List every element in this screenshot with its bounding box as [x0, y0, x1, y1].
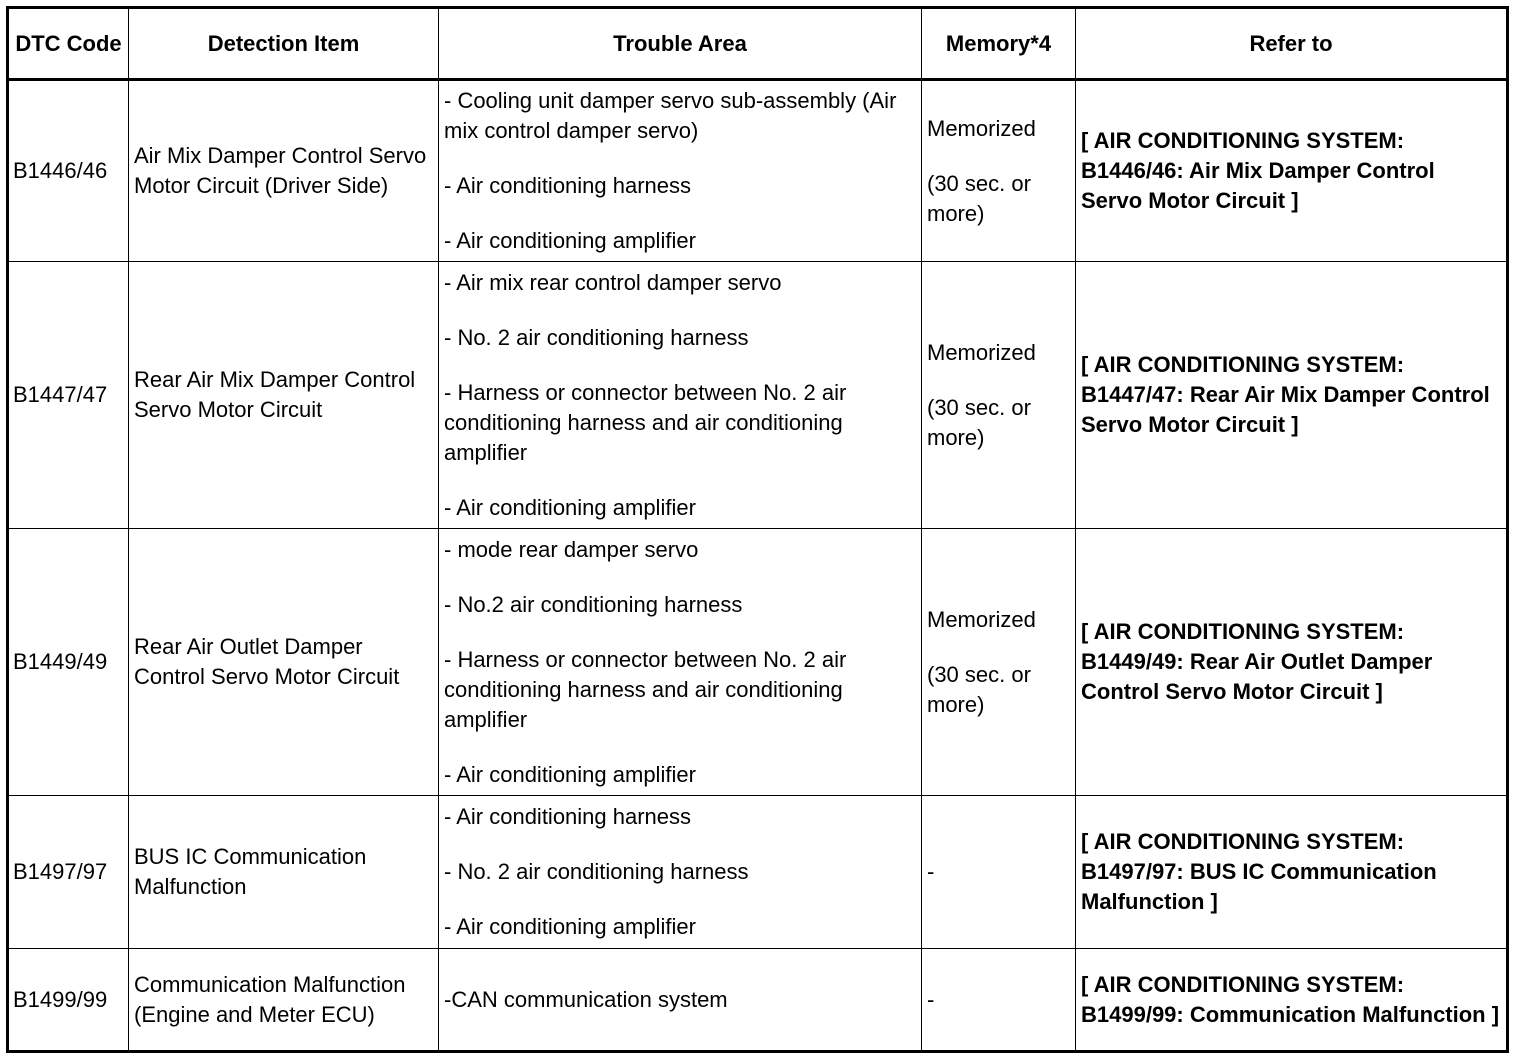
dtc-code-cell: B1499/99	[8, 949, 129, 1052]
dtc-code-cell: B1447/47	[8, 262, 129, 529]
header-dtc-code: DTC Code	[8, 8, 129, 80]
trouble-area-item: - Air conditioning harness	[444, 173, 692, 198]
trouble-area-cell	[439, 949, 922, 1052]
trouble-area-item: - Cooling unit damper servo sub-assembly (Air mix control damper servo)	[444, 88, 897, 143]
memory-status: Memorized	[927, 339, 1036, 365]
header-detection-item: Detection Item	[129, 8, 439, 80]
memory-detail: (30 sec. or more)	[927, 170, 1031, 226]
trouble-area-item: - Harness or connector between No. 2 air conditioning harness and air conditioning amplifier	[444, 379, 847, 465]
memory-cell	[922, 796, 1076, 949]
refer-to-link[interactable]: [ AIR CONDITIONING SYSTEM: B1499/99: Communication Malfunction ]	[1076, 949, 1508, 1052]
detection-item-cell: Communication Malfunction (Engine and Meter ECU)	[129, 949, 439, 1052]
trouble-area-cell	[439, 796, 922, 949]
trouble-area-cell	[439, 529, 922, 796]
table-row	[8, 949, 1508, 1052]
trouble-area-item: - mode rear damper servo	[444, 536, 699, 562]
trouble-area-item: - Air conditioning harness	[444, 804, 692, 829]
dtc-code-cell: B1497/97	[8, 796, 129, 949]
detection-item-cell: Air Mix Damper Control Servo Motor Circuit (Driver Side)	[129, 80, 439, 262]
table-row	[8, 80, 1508, 262]
table-header	[8, 8, 1508, 80]
trouble-area-item: - Harness or connector between No. 2 air conditioning harness and air conditioning amplifier	[444, 646, 847, 732]
trouble-area-cell	[439, 80, 922, 262]
header-memory: Memory*4	[922, 8, 1076, 80]
detection-item-cell: BUS IC Communication Malfunction	[129, 796, 439, 949]
trouble-area-item: - No. 2 air conditioning harness	[444, 859, 749, 884]
trouble-area-cell	[439, 262, 922, 529]
memory-status: -	[927, 859, 935, 884]
memory-status: -	[927, 986, 935, 1012]
memory-detail: (30 sec. or more)	[927, 394, 1031, 450]
memory-cell	[922, 262, 1076, 529]
memory-cell	[922, 949, 1076, 1052]
detection-item-cell: Rear Air Mix Damper Control Servo Motor Circuit	[129, 262, 439, 529]
dtc-code-cell: B1446/46	[8, 80, 129, 262]
trouble-area-item: -CAN communication system	[444, 986, 728, 1012]
dtc-table	[6, 6, 1509, 1053]
header-row	[8, 8, 1508, 80]
memory-status: Memorized	[927, 606, 1036, 632]
table-body	[8, 80, 1508, 1052]
trouble-area-item: - Air conditioning amplifier	[444, 914, 696, 939]
refer-to-link[interactable]: [ AIR CONDITIONING SYSTEM: B1446/46: Air Mix Damper Control Servo Motor Circuit ]	[1076, 80, 1508, 262]
trouble-area-item: - No.2 air conditioning harness	[444, 591, 743, 617]
trouble-area-item: - Air mix rear control damper servo	[444, 269, 782, 295]
refer-to-link[interactable]: [ AIR CONDITIONING SYSTEM: B1449/49: Rear Air Outlet Damper Control Servo Motor Circuit ]	[1076, 529, 1508, 796]
detection-item-cell: Rear Air Outlet Damper Control Servo Motor Circuit	[129, 529, 439, 796]
trouble-area-item: - No. 2 air conditioning harness	[444, 324, 749, 350]
trouble-area-item: - Air conditioning amplifier	[444, 228, 696, 253]
header-trouble-area: Trouble Area	[439, 8, 922, 80]
memory-cell	[922, 80, 1076, 262]
trouble-area-item: - Air conditioning amplifier	[444, 494, 696, 520]
trouble-area-item: - Air conditioning amplifier	[444, 761, 696, 787]
refer-to-link[interactable]: [ AIR CONDITIONING SYSTEM: B1497/97: BUS IC Communication Malfunction ]	[1076, 796, 1508, 949]
dtc-code-cell: B1449/49	[8, 529, 129, 796]
memory-cell	[922, 529, 1076, 796]
refer-to-link[interactable]: [ AIR CONDITIONING SYSTEM: B1447/47: Rear Air Mix Damper Control Servo Motor Circuit ]	[1076, 262, 1508, 529]
header-refer-to: Refer to	[1076, 8, 1508, 80]
memory-status: Memorized	[927, 115, 1036, 141]
table-row	[8, 796, 1508, 949]
table-row	[8, 262, 1508, 529]
table-row	[8, 529, 1508, 796]
memory-detail: (30 sec. or more)	[927, 661, 1031, 717]
